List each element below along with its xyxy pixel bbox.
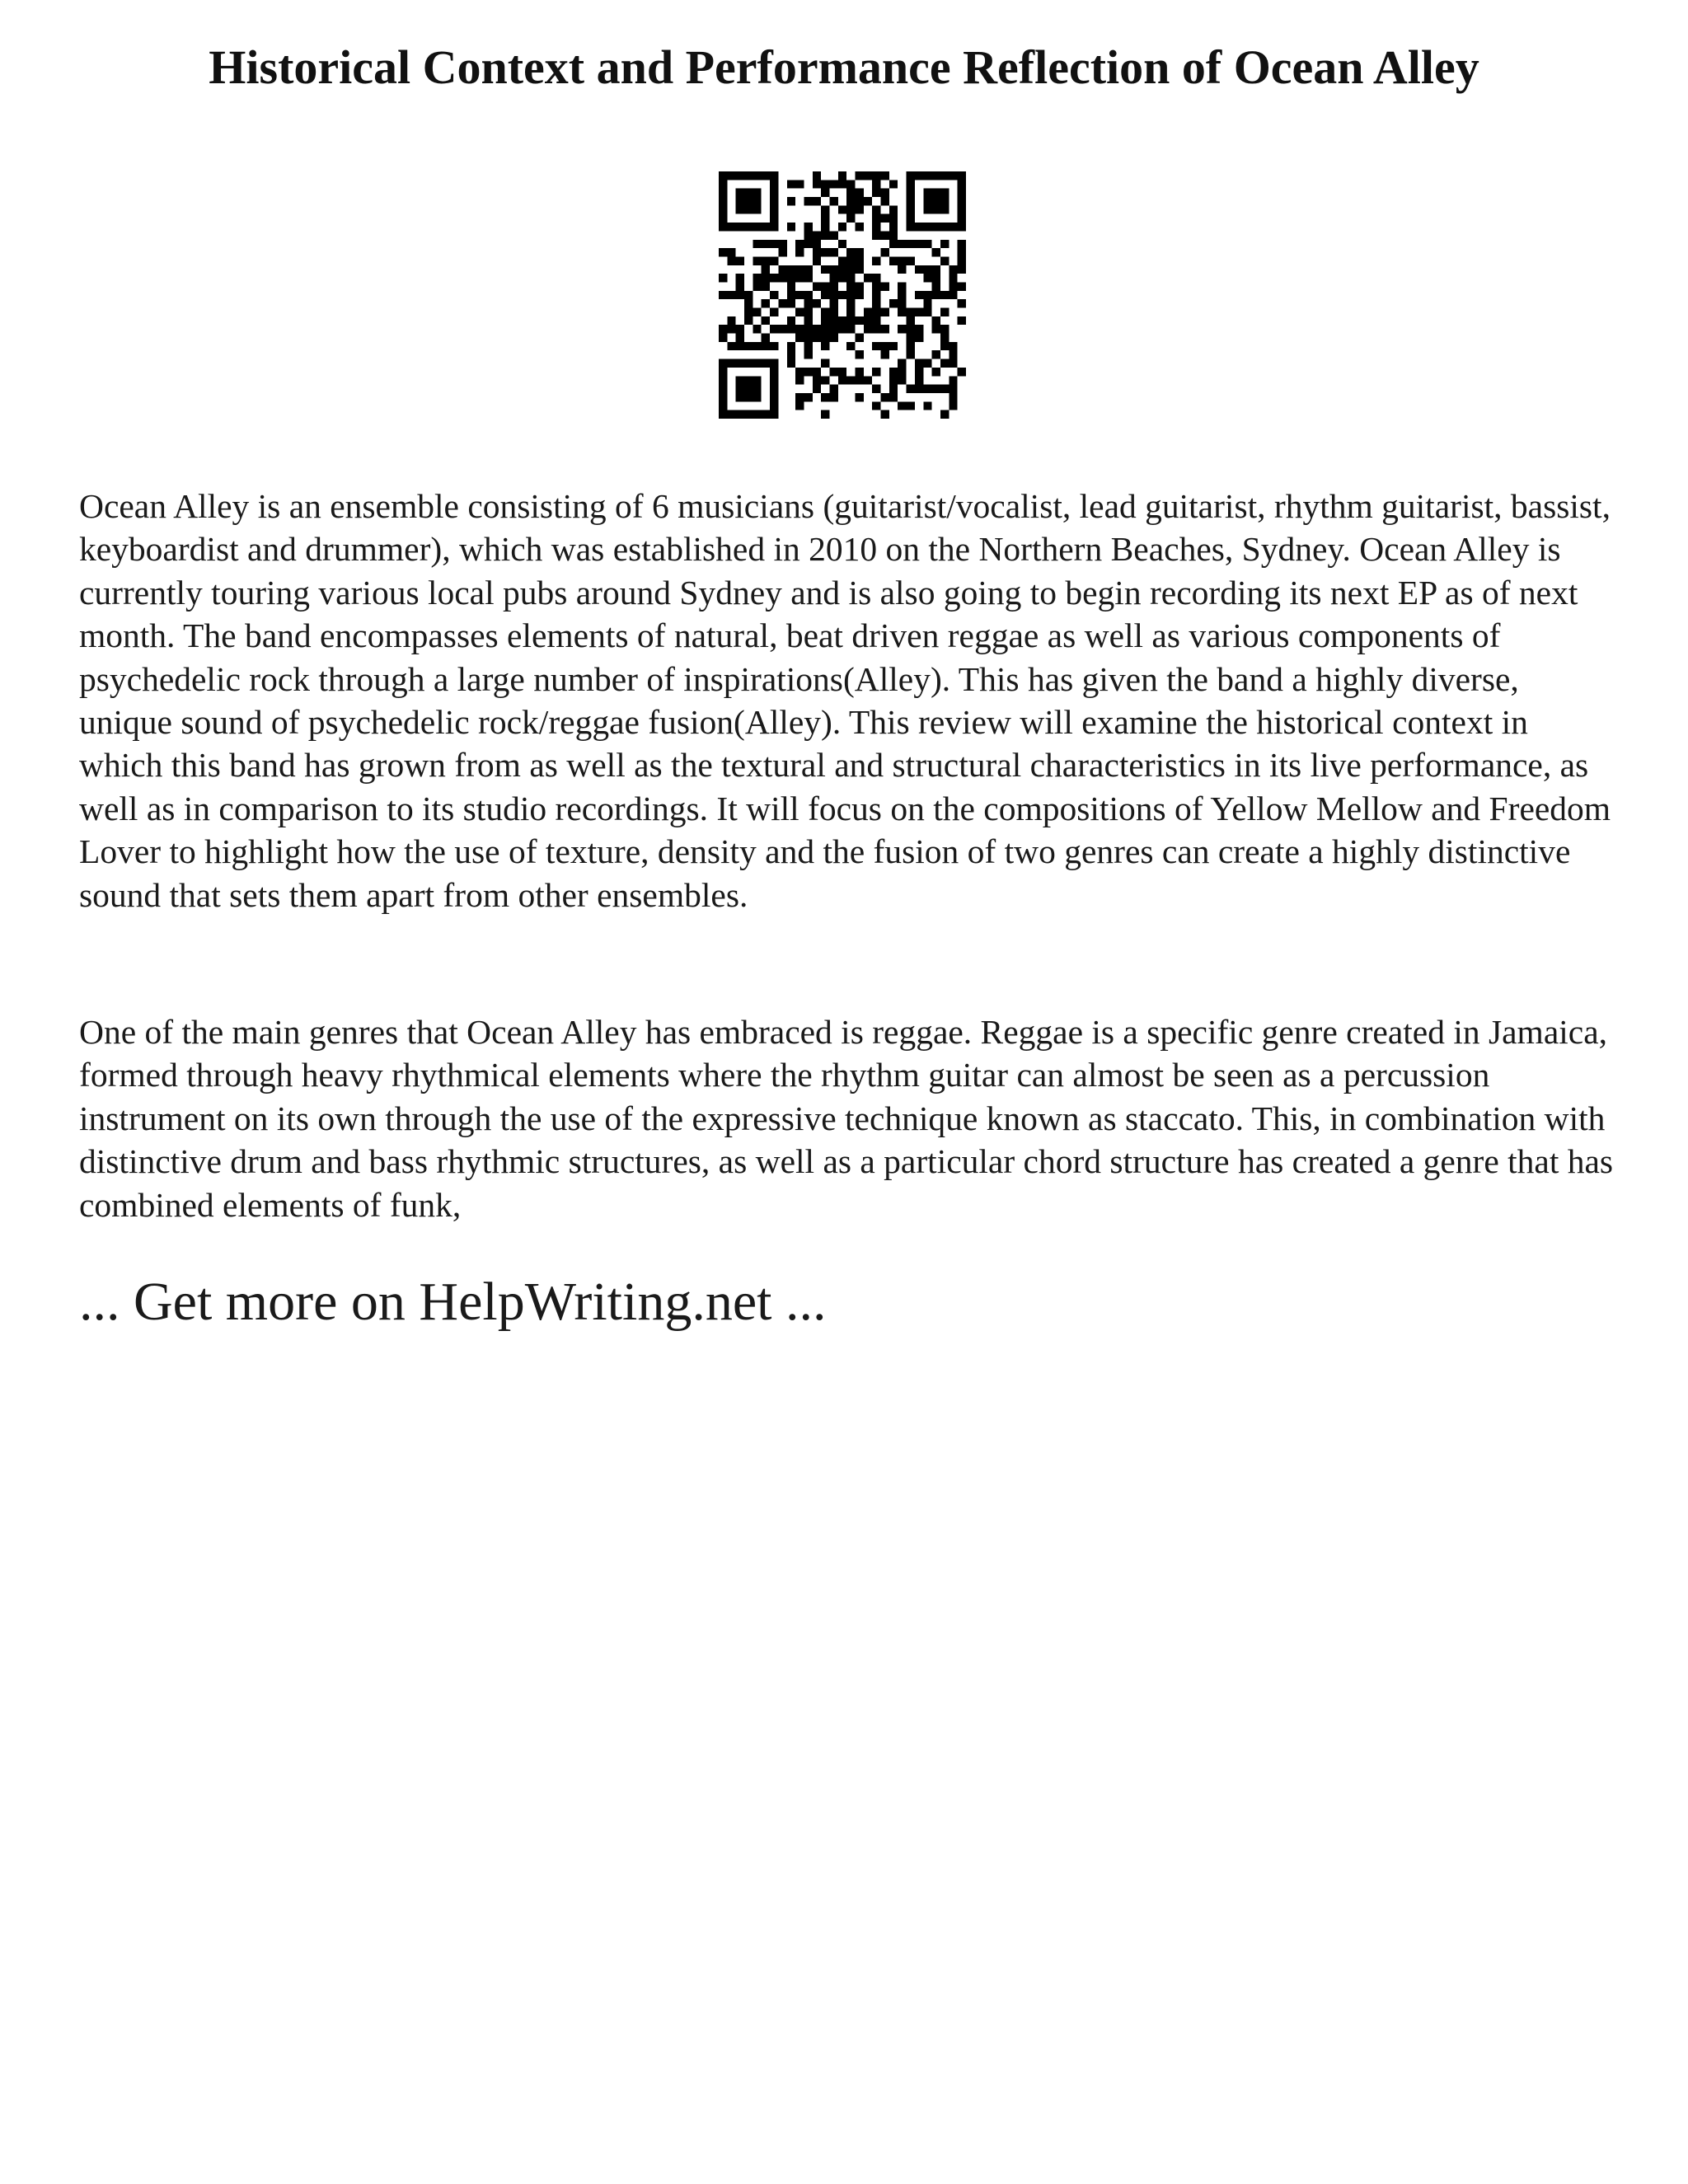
document-title: Historical Context and Performance Reflection of Ocean Alley <box>209 40 1479 94</box>
qr-code-icon <box>719 171 966 419</box>
get-more-link[interactable]: ... Get more on HelpWriting.net ... <box>79 1272 827 1332</box>
paragraph-reggae: One of the main genres that Ocean Alley has embraced is reggae. Reggae is a specific genre created in Jamaica, formed through heavy rhythmical elements where the rhythm guitar can almost be seen as a percussion instrument on its own through the use of the expressive technique known as staccato. This, in combination with distinctive drum and bass rhythmic structures, as well as a particular chord structure has created a genre that has combined elements of funk, <box>79 1013 1614 1224</box>
paragraph-intro: Ocean Alley is an ensemble consisting of 6 musicians (guitarist/vocalist, lead guitarist, rhythm guitarist, bassist, keyboardist and drummer), which was established in 2010 on the Northern Beaches, Sydney. Ocean Alley is currently touring various local pubs around Sydney and is also going to begin recording its next EP as of next month. The band encompasses elements of natural, beat driven reggae as well as various components of psychedelic rock through a large number of inspirations(Alley). This has given the band a highly diverse, unique sound of psychedelic rock/reggae fusion(Alley). This review will examine the historical context in which this band has grown from as well as the textural and structural characteristics in its live performance, as well as in comparison to its studio recordings. It will focus on the compositions of Yellow Mellow and Freedom Lover to highlight how the use of texture, density and the fusion of two genres can create a highly distinctive sound that sets them apart from other ensembles. <box>79 487 1611 914</box>
